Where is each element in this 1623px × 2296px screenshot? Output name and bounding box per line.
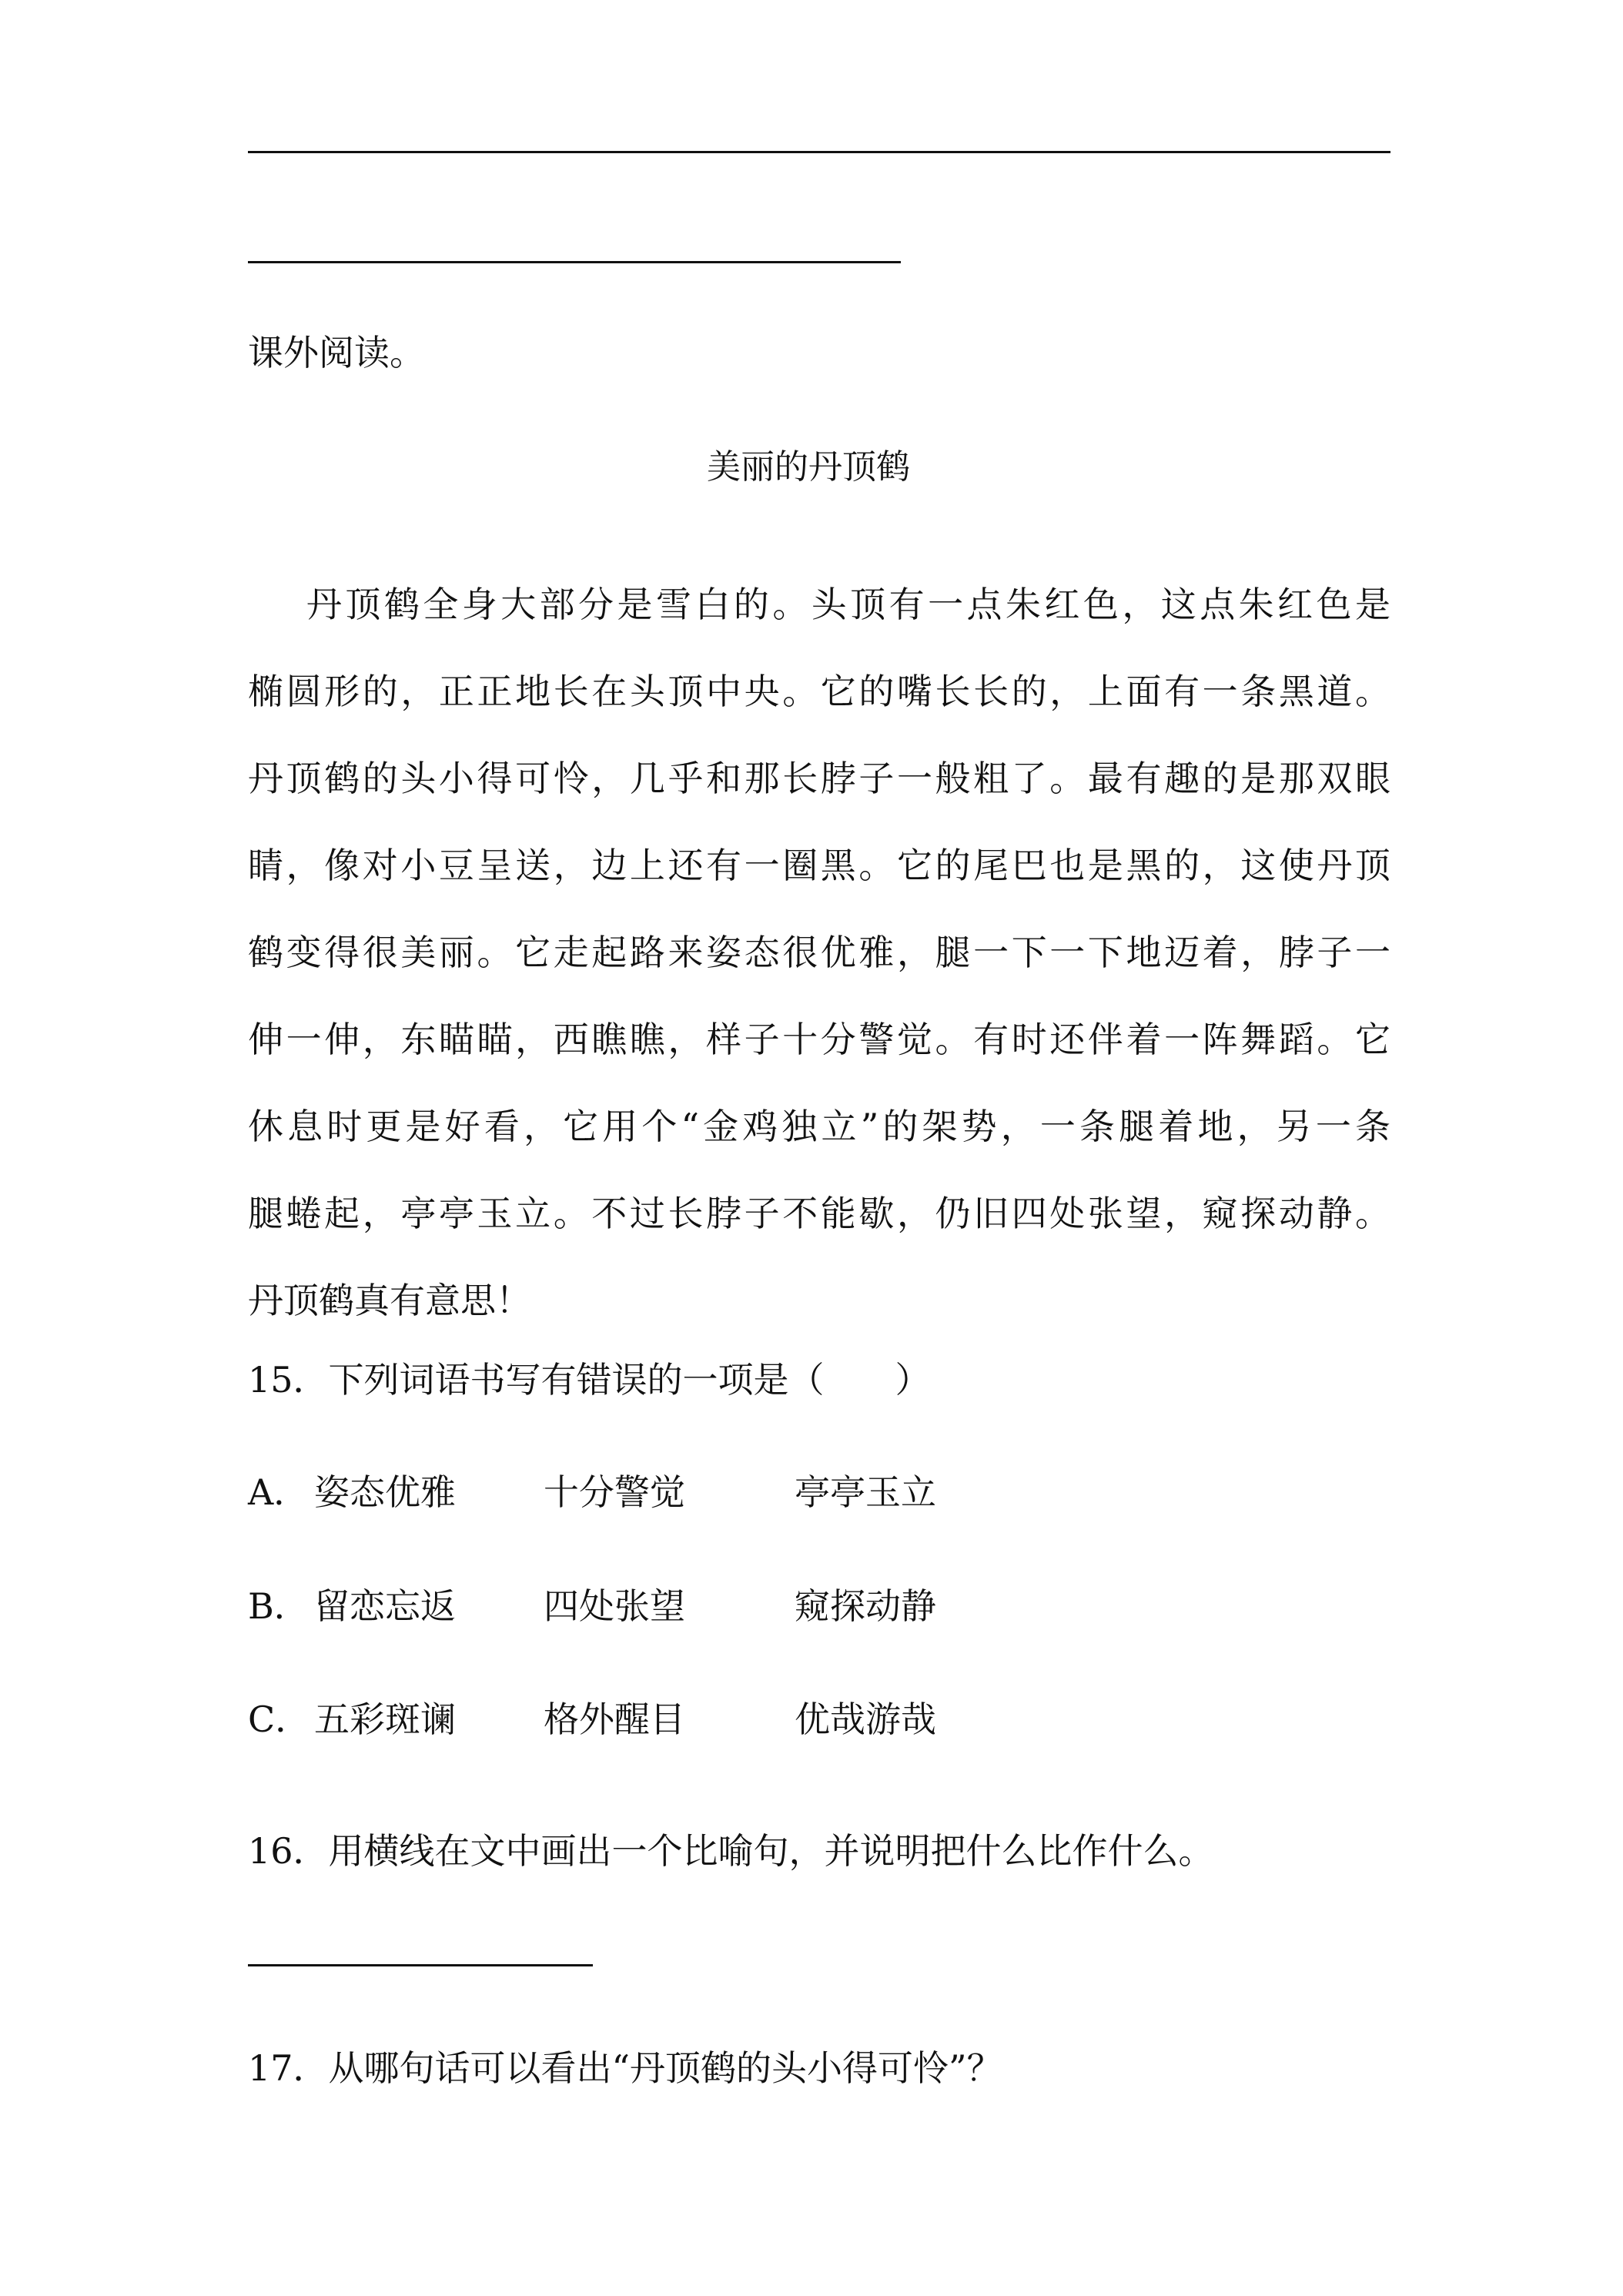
option-word: 十分警觉 — [544, 1471, 685, 1513]
paragraph-line: 丹顶鹤全身大部分是雪白的。头顶有一点朱红色，这点朱红色是 — [306, 584, 1390, 625]
option-word: 优哉游哉 — [795, 1699, 936, 1740]
section-intro: 课外阅读。 — [248, 332, 425, 373]
paragraph-line: 鹤变得很美丽。它走起路来姿态很优雅，腿一下一下地迈着，脖子一 — [248, 932, 1390, 973]
paragraph-line: 腿蜷起，亭亭玉立。不过长脖子不能歇，仍旧四处张望，窥探动静。 — [248, 1193, 1390, 1234]
article-title: 美丽的丹顶鹤 — [707, 447, 910, 487]
question-15: 15．下列词语书写有错误的一项是（ ） — [248, 1359, 931, 1401]
question-16: 16．用横线在文中画出一个比喻句，并说明把什么比作什么。 — [248, 1830, 1214, 1872]
answer-line — [248, 151, 1390, 153]
option-c[interactable] — [248, 1696, 936, 1742]
question-17: 17．从哪句话可以看出“丹顶鹤的头小得可怜”？ — [248, 2047, 1002, 2089]
option-word: 四处张望 — [544, 1585, 685, 1627]
paragraph-line: 休息时更是好看，它用个“金鸡独立”的架势，一条腿着地，另一条 — [248, 1106, 1390, 1147]
option-word: 五彩斑谰 — [314, 1699, 456, 1740]
option-letter: A． — [248, 1471, 310, 1513]
answer-line — [248, 261, 901, 263]
option-word: 窥探动静 — [795, 1585, 936, 1627]
option-a[interactable] — [248, 1469, 936, 1515]
option-letter: C． — [248, 1699, 311, 1740]
option-word: 格外醒目 — [544, 1699, 685, 1740]
answer-line — [248, 1964, 593, 1966]
option-b[interactable] — [248, 1583, 936, 1629]
paragraph-line: 椭圆形的，正正地长在头顶中央。它的嘴长长的，上面有一条黑道。 — [248, 671, 1390, 712]
option-word: 亭亭玉立 — [795, 1471, 936, 1513]
paragraph-line: 睛，像对小豆呈送，边上还有一圈黑。它的尾巴也是黑的，这使丹顶 — [248, 845, 1390, 886]
paragraph-line: 丹顶鹤真有意思！ — [248, 1280, 531, 1321]
paragraph-line: 伸一伸，东瞄瞄，西瞧瞧，样子十分警觉。有时还伴着一阵舞蹈。它 — [248, 1019, 1390, 1060]
paragraph-line: 丹顶鹤的头小得可怜，几乎和那长脖子一般粗了。最有趣的是那双眼 — [248, 758, 1390, 799]
option-letter: B． — [248, 1585, 310, 1627]
option-word: 留恋忘返 — [314, 1585, 456, 1627]
option-word: 姿态优雅 — [314, 1471, 456, 1513]
